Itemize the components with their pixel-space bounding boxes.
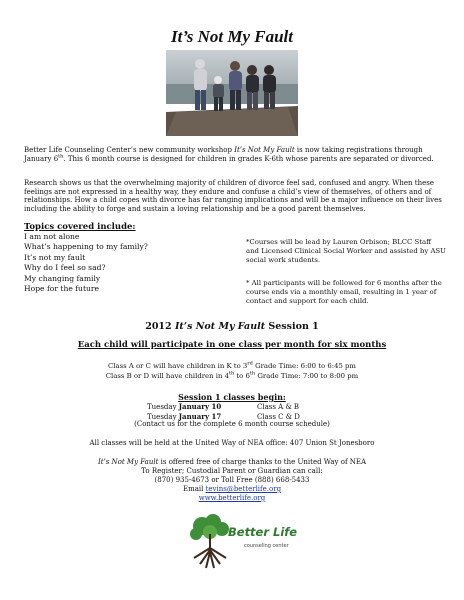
research-paragraph: Research shows us that the overwhelming majority of children of divorce feel sad, confused and angry. When these feelings are not expressed in a healthy way, they endure and confuse a child’s view of themselves, of others and of relationships. How a child copes with divorce has far ranging implications and will be a major influence on their lives including the ability to forge and sustain a loving relationship and be a good parent themselves. (24, 179, 442, 213)
free-program: It’s Not My Fault (97, 458, 159, 466)
topics-heading: Topics covered include: (24, 222, 136, 232)
class-text: Grade Time: 6:00 to 6:45 pm (252, 362, 356, 370)
intro-sup: th (58, 153, 64, 160)
session-year: 2012 (145, 321, 175, 332)
date-class: Class A & B (257, 403, 300, 411)
session-label: Session 1 (265, 321, 319, 332)
followup-note: * All participants will be followed for 6 months after the course ends via a monthly email, resulting in 1 year of contact and support for each child. (246, 279, 442, 305)
date-value: January 10 (178, 402, 222, 411)
session-program: It’s Not My Fault (174, 321, 266, 332)
leaders-note: *Courses will be lead by Lauren Orbison; BLCC Staff and Licensed Clinical Social Worker and assisted by ASU social work students. (246, 238, 446, 264)
date-value: January 17 (178, 412, 222, 421)
date-row (147, 402, 300, 412)
topic-item: It’s not my fault (24, 252, 86, 262)
begin-heading: Session 1 classes begin: (178, 392, 286, 402)
free-text (0, 458, 464, 466)
website-link[interactable]: www.betterlife.org (198, 494, 266, 502)
session-heading (0, 321, 464, 332)
phone-text: (870) 935-4673 or Toll Free (888) 668-5433 (154, 476, 310, 484)
intro-rest-text: is now taking registrations through January 6 (24, 146, 423, 163)
topic-item: Why do I feel so sad? (24, 263, 106, 273)
children-lake-photo (166, 50, 298, 136)
email-link[interactable]: tevins@betterlife.org (205, 485, 282, 493)
class-text: to 6 (234, 372, 250, 380)
class-line-1 (0, 362, 464, 370)
flyer-title: It’s Not My Fault (170, 27, 293, 46)
topics-list (24, 232, 148, 294)
topic-item: I am not alone (24, 232, 80, 241)
class-text: Grade Time: 7:00 to 8:00 pm (255, 372, 359, 380)
better-life-logo (180, 512, 292, 572)
intro-org-text: Better Life Counseling Center’s new community workshop (24, 146, 235, 154)
free-rest: is offered free of charge thanks to the United Way of NEA (158, 458, 367, 466)
schedule-note: (Contact us for the complete 6 month course schedule) (134, 420, 330, 428)
class-sup: th (228, 370, 235, 377)
class-line-2 (0, 372, 464, 380)
topic-item: Hope for the future (24, 284, 100, 294)
tree-icon (180, 512, 240, 572)
session-dates (147, 402, 300, 422)
participation-heading: Each child will participate in one class per month for six months (77, 340, 387, 350)
intro-program-name: It’s Not My Fault (234, 146, 295, 154)
email-label: Email (182, 485, 206, 493)
class-text: Class A or C will have children in K to 3 (108, 362, 248, 370)
date-class: Class C & D (257, 413, 300, 421)
topic-item: What’s happening to my family? (24, 242, 148, 252)
class-sup: th (249, 370, 256, 377)
logo-tagline: counseling center (244, 543, 289, 549)
topic-item: My changing family (24, 273, 101, 283)
intro-rest2-text: . This 6 month course is designed for children in grades K-6th whose parents are separated or divorced. (63, 154, 434, 163)
date-day: Tuesday (147, 403, 179, 411)
class-text: Class B or D will have children in 4 (105, 372, 229, 380)
website-line (0, 494, 464, 502)
date-day: Tuesday (147, 413, 179, 421)
intro-paragraph (24, 146, 444, 163)
email-line (0, 485, 464, 493)
class-sup: rd (247, 360, 253, 367)
register-text: To Register; Custodial Parent or Guardian can call: (141, 467, 323, 475)
location-text: All classes will be held at the United Way of NEA office: 407 Union St Jonesboro (89, 439, 375, 447)
logo-name: Better Life (228, 525, 298, 539)
